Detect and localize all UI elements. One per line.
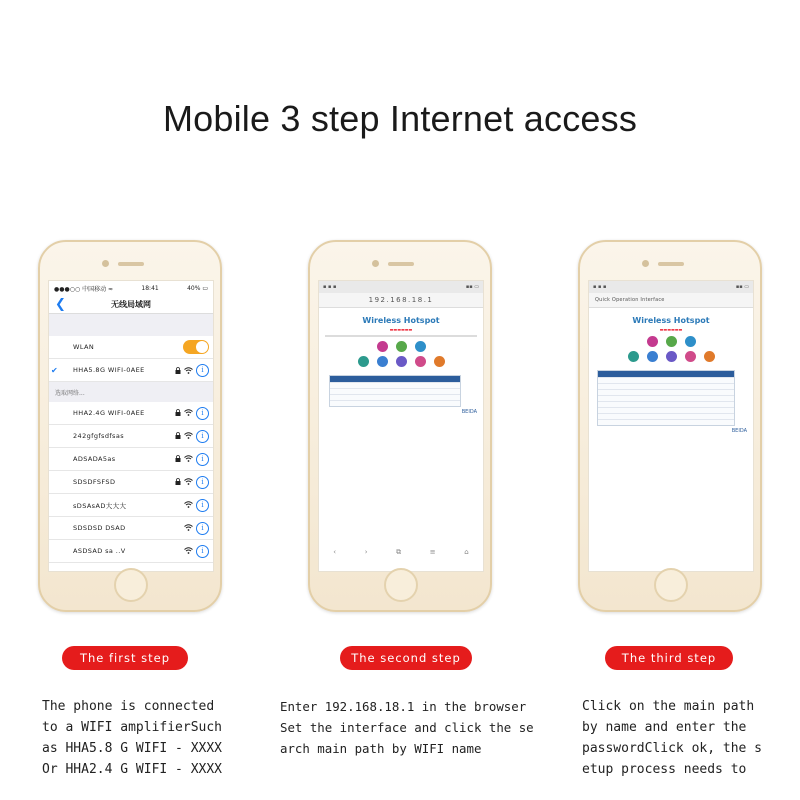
- menu-icons-row-1: [595, 336, 747, 347]
- router-heading: Wireless Hotspot: [632, 316, 710, 325]
- wifi-icon: [184, 478, 193, 487]
- speaker-grille: [388, 262, 414, 266]
- network-name: 242gfgfsdfsas: [73, 432, 124, 440]
- info-icon[interactable]: i: [196, 545, 209, 558]
- network-name: ADSADA5as: [73, 455, 116, 463]
- checkmark-icon: ✔: [51, 365, 58, 375]
- network-name: SDSDSD DSAD: [73, 524, 126, 532]
- info-icon[interactable]: i: [196, 476, 209, 489]
- home-icon[interactable]: ⌂: [464, 548, 469, 556]
- status-bar: [49, 281, 213, 295]
- back-arrow-icon[interactable]: ❮: [55, 296, 66, 312]
- network-list-item[interactable]: [49, 425, 213, 448]
- info-icon[interactable]: i: [196, 430, 209, 443]
- menu-circle-icon[interactable]: [415, 341, 426, 352]
- menu-circle-icon[interactable]: [628, 351, 639, 362]
- status-bar: ▪ ▪ ▪ ▪▪ ▭: [589, 281, 753, 293]
- wifi-icon: [184, 501, 193, 510]
- info-icon[interactable]: i: [196, 364, 209, 377]
- lock-icon: [175, 478, 181, 487]
- wifi-icon: [184, 547, 193, 556]
- url-bar[interactable]: 192.168.18.1: [319, 293, 483, 308]
- status-bar: ▪ ▪ ▪ ▪▪ ▭: [319, 281, 483, 293]
- wlan-label: WLAN: [73, 343, 95, 351]
- wifi-icon: [184, 432, 193, 441]
- network-name: SDSDFSFSD: [73, 478, 116, 486]
- menu-circle-icon[interactable]: [396, 341, 407, 352]
- network-list-item[interactable]: [49, 471, 213, 494]
- table-row[interactable]: [330, 400, 460, 406]
- nav-title: 无线局域网: [111, 299, 151, 309]
- menu-icons-row-2: [325, 356, 477, 367]
- table-row[interactable]: [598, 419, 734, 425]
- wifi-scan-table: [329, 375, 461, 407]
- camera-icon: [102, 260, 109, 267]
- brand-logo: BEIDA: [731, 428, 747, 434]
- menu-circle-icon[interactable]: [666, 351, 677, 362]
- menu-circle-icon[interactable]: [415, 356, 426, 367]
- battery-status: 40% ▭: [187, 284, 208, 292]
- page-title-bar: Quick Operation Interface: [589, 293, 753, 308]
- info-icon[interactable]: i: [196, 453, 209, 466]
- home-button[interactable]: [654, 568, 688, 602]
- router-interface-screen: [588, 280, 754, 572]
- step-1-description: The phone is connected to a WIFI amplifierSuch as HHA5.8 G WIFI - XXXX Or HHA2.4 G WIFI - XXXX: [42, 699, 223, 777]
- phone-step-2: [308, 240, 492, 612]
- menu-circle-icon[interactable]: [377, 341, 388, 352]
- connected-network-row[interactable]: [49, 359, 213, 382]
- speaker-grille: [658, 262, 684, 266]
- menu-circle-icon[interactable]: [434, 356, 445, 367]
- wifi-icon: [184, 455, 193, 464]
- router-subheading: ▬▬▬▬▬▬: [389, 327, 413, 332]
- home-button[interactable]: [384, 568, 418, 602]
- lock-icon: [175, 367, 181, 374]
- menu-circle-icon[interactable]: [377, 356, 388, 367]
- section-spacer: [49, 314, 213, 336]
- menu-icons-row-2: [595, 351, 747, 362]
- carrier-signal: ●●●○○ 中国移动 ≈: [54, 285, 114, 293]
- wlan-toggle[interactable]: [183, 340, 209, 354]
- step-3-description: Click on the main path by name and enter the passwordClick ok, the s etup process needs to: [582, 699, 763, 777]
- phone-step-1: [38, 240, 222, 612]
- router-page: [319, 308, 483, 419]
- step-1-badge: The first step: [62, 646, 188, 670]
- wifi-icon: [184, 367, 193, 374]
- step-3-badge: The third step: [605, 646, 733, 670]
- network-list-item[interactable]: [49, 402, 213, 425]
- network-list: [49, 402, 213, 563]
- tabs-icon[interactable]: ⧉: [396, 548, 402, 556]
- browser-screen: [318, 280, 484, 572]
- network-name: HHA2.4G WIFI-0AEE: [73, 409, 145, 417]
- menu-circle-icon[interactable]: [358, 356, 369, 367]
- camera-icon: [372, 260, 379, 267]
- wifi-scan-table: [597, 370, 735, 426]
- step-2-description: Enter 192.168.18.1 in the browser Set the interface and click the se arch main path by WIFI name: [280, 699, 534, 756]
- speaker-grille: [118, 262, 144, 266]
- menu-circle-icon[interactable]: [685, 351, 696, 362]
- network-list-item[interactable]: [49, 517, 213, 540]
- back-icon[interactable]: ‹: [333, 548, 337, 556]
- brand-logo: BEIDA: [461, 409, 477, 415]
- lock-icon: [175, 455, 181, 464]
- router-heading: Wireless Hotspot: [362, 316, 440, 325]
- camera-icon: [642, 260, 649, 267]
- menu-circle-icon[interactable]: [647, 351, 658, 362]
- info-icon[interactable]: i: [196, 499, 209, 512]
- forward-icon[interactable]: ›: [364, 548, 368, 556]
- wifi-settings-screen: [48, 280, 214, 572]
- network-name: HHA5.8G WIFI-0AEE: [73, 366, 145, 374]
- home-button[interactable]: [114, 568, 148, 602]
- menu-icons-row-1: [325, 341, 477, 352]
- router-page: [589, 308, 753, 438]
- network-list-item[interactable]: [49, 494, 213, 517]
- lock-icon: [175, 409, 181, 418]
- network-name: ASDSAD sa ..V: [73, 547, 126, 555]
- lock-icon: [175, 432, 181, 441]
- browser-nav-keys: [319, 548, 483, 557]
- menu-circle-icon[interactable]: [647, 336, 658, 347]
- wifi-icon: [184, 409, 193, 418]
- menu-circle-icon[interactable]: [666, 336, 677, 347]
- info-icon[interactable]: i: [196, 407, 209, 420]
- router-subheading: ▬▬▬▬▬▬: [659, 327, 683, 332]
- phone-step-3: [578, 240, 762, 612]
- network-name: sDSAsAD大大大: [73, 501, 127, 510]
- wlan-row: [49, 336, 213, 359]
- divider: [325, 335, 477, 337]
- menu-circle-icon[interactable]: [685, 336, 696, 347]
- network-list-item[interactable]: [49, 540, 213, 563]
- page-title: Mobile 3 step Internet access: [162, 98, 638, 139]
- menu-circle-icon[interactable]: [396, 356, 407, 367]
- menu-icon[interactable]: ≡: [429, 548, 436, 556]
- wifi-icon: [184, 524, 193, 533]
- info-icon[interactable]: i: [196, 522, 209, 535]
- step-2-badge: The second step: [340, 646, 472, 670]
- status-time: 18:41: [141, 284, 159, 292]
- choose-network-header: 选取网络...: [49, 382, 213, 402]
- navigation-bar: [49, 295, 213, 314]
- menu-circle-icon[interactable]: [704, 351, 715, 362]
- network-list-item[interactable]: [49, 448, 213, 471]
